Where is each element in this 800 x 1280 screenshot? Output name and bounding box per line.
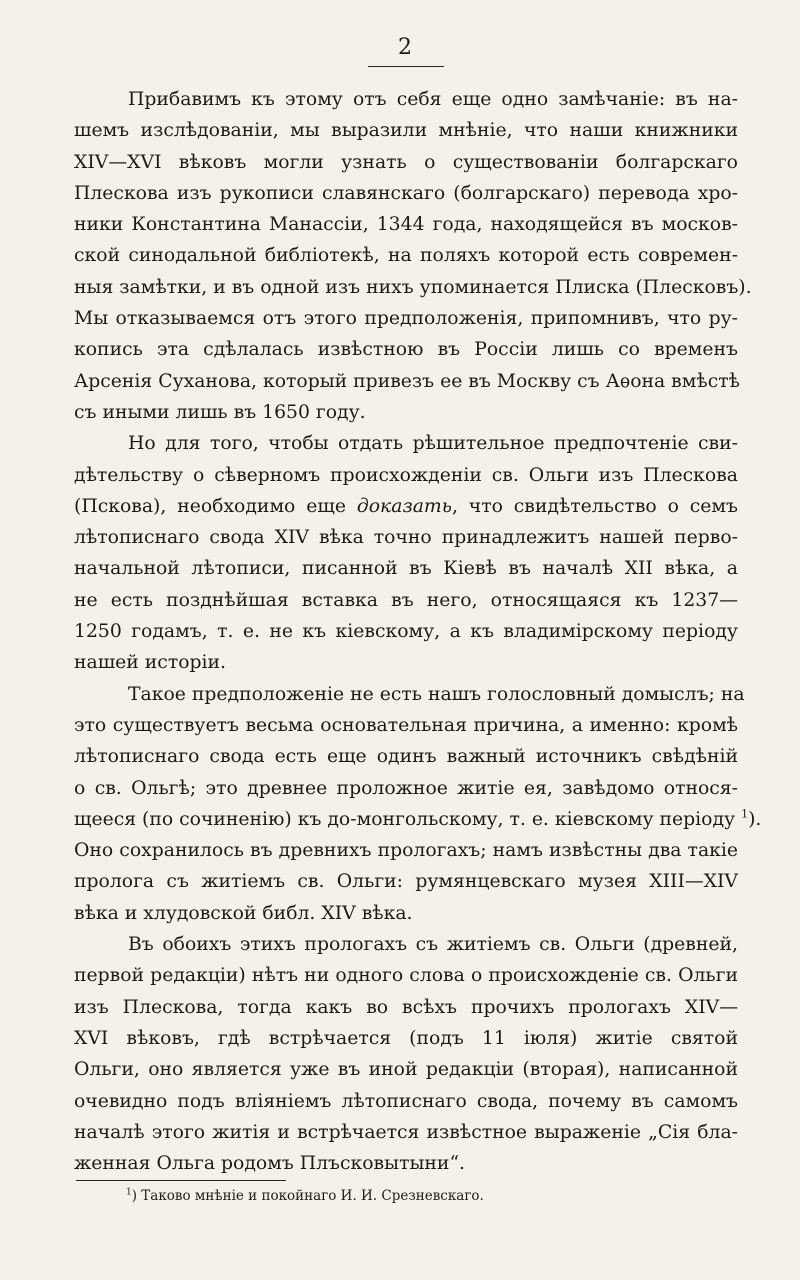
text-line: Оно сохранилось въ древнихъ прологахъ; намъ извѣстны два такіе bbox=[74, 840, 738, 862]
text-run: , что свидѣтельство о семъ bbox=[451, 495, 738, 517]
text-line: съ иными лишь въ 1650 году. bbox=[74, 401, 366, 423]
text-line: изъ Плескова, тогда какъ во всѣхъ прочихъ прологахъ XIV— bbox=[74, 996, 738, 1018]
text-line: XIV—XVI вѣковъ могли узнать о существованіи болгарскаго bbox=[74, 151, 738, 173]
text-run: щееся (по сочиненію) къ до-монгольскому, т. е. кіевскому періоду bbox=[74, 808, 736, 830]
footnote-marker: 1 bbox=[126, 1187, 132, 1198]
text-line: нашей исторіи. bbox=[74, 652, 227, 674]
body-text bbox=[74, 84, 762, 1179]
text-run: (Пскова), необходимо еще bbox=[74, 495, 346, 517]
text-line: не есть позднѣйшая вставка въ него, относящаяся къ 1237— bbox=[74, 589, 738, 611]
text-line: ныя замѣтки, и въ одной изъ нихъ упоминается Плиска (Плесковъ). bbox=[74, 276, 752, 298]
text-line: лѣтописнаго свода есть еще одинъ важный источникъ свѣдѣній bbox=[74, 746, 738, 768]
text-line: Такое предположеніе не есть нашъ голословный домыслъ; на bbox=[128, 683, 745, 705]
text-line: ники Константина Манассіи, 1344 года, находящейся въ москов- bbox=[74, 214, 738, 236]
text-line: ской синодальной библіотекѣ, на поляхъ которой есть современ- bbox=[74, 245, 738, 267]
text-line: пролога съ житіемъ св. Ольги: румянцевскаго музея XIII—XIV bbox=[74, 871, 738, 893]
text-line: XVI вѣковъ, гдѣ встрѣчается (подъ 11 іюля) житіе святой bbox=[74, 1027, 738, 1049]
text-line: копись эта сдѣлалась извѣстною въ Россіи лишь со временъ bbox=[74, 339, 738, 361]
paragraph bbox=[74, 679, 762, 929]
paragraph bbox=[74, 84, 752, 428]
footnote-rule bbox=[76, 1180, 286, 1181]
paragraph bbox=[74, 929, 738, 1179]
text-line: первой редакціи) нѣтъ ни одного слова о происхожденіе св. Ольги bbox=[74, 965, 738, 987]
text-line: Ольги, оно является уже въ иной редакціи (вторая), написанной bbox=[74, 1059, 738, 1081]
text-line: дѣтельству о сѣверномъ происхожденіи св. Ольги изъ Плескова bbox=[74, 464, 738, 486]
text-line-composite bbox=[74, 491, 738, 522]
text-line: лѣтописнаго свода XIV вѣка точно принадлежитъ нашей перво- bbox=[74, 527, 738, 549]
text-line: о св. Ольгѣ; это древнее проложное житіе ея, завѣдомо относя- bbox=[74, 777, 738, 799]
footnote-ref[interactable]: 1 bbox=[741, 807, 749, 821]
text-line: Плескова изъ рукописи славянскаго (болгарскаго) перевода хро- bbox=[74, 182, 738, 204]
text-line: 1250 годамъ, т. е. не къ кіевскому, а къ владимірскому періоду bbox=[74, 621, 738, 643]
footnote-text: ) Таково мнѣніе и покойнаго И. И. Срезневскаго. bbox=[131, 1188, 484, 1204]
text-line: Въ обоихъ этихъ прологахъ съ житіемъ св. Ольги (древней, bbox=[128, 934, 738, 956]
text-line: это существуетъ весьма основательная причина, а именно: кромѣ bbox=[74, 714, 738, 736]
text-line: Но для того, чтобы отдать рѣшительное предпочтеніе сви- bbox=[128, 433, 738, 455]
text-line: начальной лѣтописи, писанной въ Кіевѣ въ началѣ XII вѣка, а bbox=[74, 558, 738, 580]
emphasized-word: доказать bbox=[356, 495, 452, 517]
page-number: 2 bbox=[398, 35, 412, 60]
text-line: началѣ этого житія и встрѣчается извѣстное выраженіе „Сія бла- bbox=[74, 1121, 738, 1143]
text-line-composite bbox=[74, 804, 762, 835]
page-number-rule bbox=[368, 66, 444, 67]
text-line: женная Ольга родомъ Плъсковытыни“. bbox=[74, 1153, 466, 1175]
text-line: Прибавимъ къ этому отъ себя еще одно замѣчаніе: въ на- bbox=[128, 89, 738, 110]
text-line: очевидно подъ вліяніемъ лѣтописнаго свода, почему въ самомъ bbox=[74, 1090, 738, 1112]
paragraph bbox=[74, 428, 738, 678]
text-line: шемъ изслѣдованіи, мы выразили мнѣніе, что наши книжники bbox=[74, 120, 738, 142]
footnote bbox=[126, 1186, 484, 1206]
text-run: ). bbox=[748, 808, 762, 830]
text-line: вѣка и хлудовской библ. XIV вѣка. bbox=[74, 902, 413, 924]
text-line: Мы отказываемся отъ этого предположенія, припомнивъ, что ру- bbox=[74, 308, 738, 330]
text-line: Арсенія Суханова, который привезъ ее въ Москву съ Аѳона вмѣстѣ bbox=[74, 370, 740, 392]
